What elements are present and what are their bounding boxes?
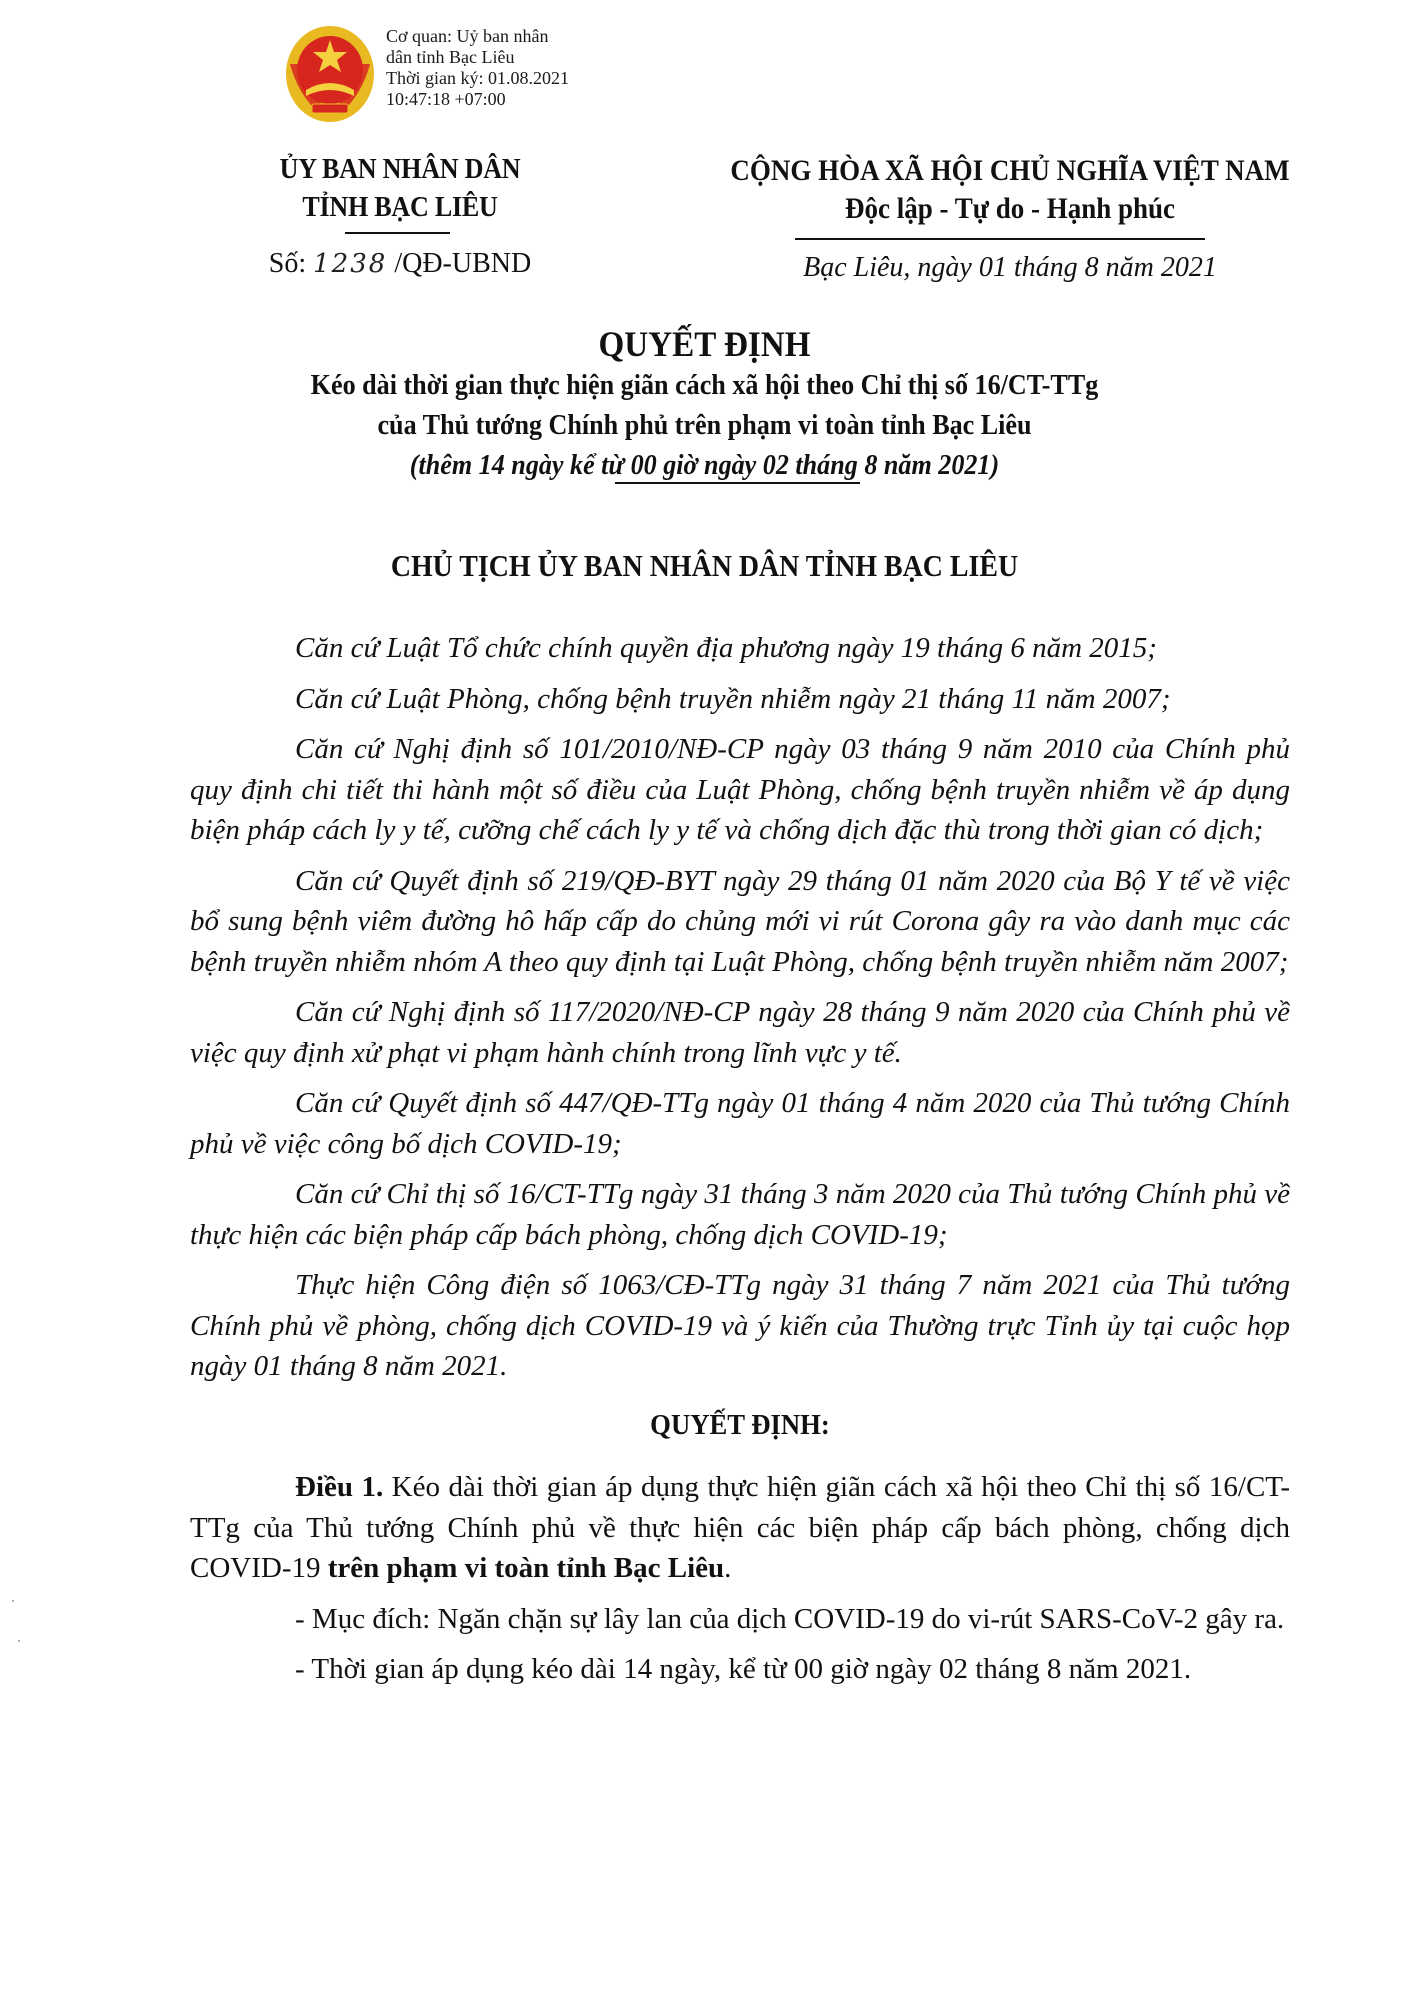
article-1-purpose: - Mục đích: Ngăn chặn sự lây lan của dịch COVID-19 do vi-rút SARS-CoV-2 gây ra.	[295, 1602, 1285, 1635]
article-1-text: Kéo dài thời gian áp dụng thực hiện giãn cách xã hội theo Chỉ thị số 16/CT-TTg của Thủ tướng Chính phủ về thực hiện các biện pháp cấp bách phòng, chống dịch COVID-19	[190, 1471, 1290, 1584]
legal-basis-7: Căn cứ Chỉ thị số 16/CT-TTg ngày 31 tháng 3 năm 2020 của Thủ tướng Chính phủ về thực hiện các biện pháp cấp bách phòng, chống dịch COVID-19;	[190, 1178, 1290, 1251]
article-1-duration: - Thời gian áp dụng kéo dài 14 ngày, kể từ 00 giờ ngày 02 tháng 8 năm 2021.	[295, 1653, 1192, 1685]
subtitle-line-2: của Thủ tướng Chính phủ trên phạm vi toàn tỉnh Bạc Liêu	[377, 409, 1032, 441]
decision-heading: QUYẾT ĐỊNH:	[650, 1408, 830, 1441]
handwritten-number: 1238	[313, 249, 388, 279]
authority-heading: CHỦ TỊCH ỦY BAN NHÂN DÂN TỈNH BẠC LIÊU	[390, 548, 1019, 583]
article-1-label: Điều 1.	[295, 1471, 384, 1503]
document-body	[190, 628, 1290, 1700]
document-title: QUYẾT ĐỊNH	[598, 324, 811, 364]
subtitle-underline	[615, 482, 860, 484]
motto-underline	[795, 238, 1205, 240]
nation-name: CỘNG HÒA XÃ HỘI CHỦ NGHĨA VIỆT NAM	[730, 154, 1290, 187]
legal-basis-4: Căn cứ Quyết định số 219/QĐ-BYT ngày 29 tháng 01 năm 2020 của Bộ Y tế về việc bổ sung bệnh viêm đường hô hấp cấp do chủng mới vi rút Corona gây ra vào danh mục các bệnh truyền nhiễm nhóm A theo quy định tại Luật Phòng, chống bệnh truyền nhiễm năm 2007;	[190, 864, 1290, 978]
article-1-scope: trên phạm vi toàn tỉnh Bạc Liêu	[327, 1552, 725, 1584]
legal-basis-2: Căn cứ Luật Phòng, chống bệnh truyền nhiễm ngày 21 tháng 11 năm 2007;	[295, 682, 1171, 715]
nation-header	[640, 152, 1380, 228]
digital-signature-info	[386, 26, 569, 110]
number-suffix: /QĐ-UBND	[394, 248, 532, 279]
issuer-underline	[345, 232, 450, 234]
scan-speck	[12, 1600, 14, 1602]
nation-motto: Độc lập - Tự do - Hạnh phúc	[844, 192, 1176, 225]
subtitle-line-3: (thêm 14 ngày kể từ 00 giờ ngày 02 tháng 8 năm 2021)	[409, 449, 1000, 481]
place-date: Bạc Liêu, ngày 01 tháng 8 năm 2021	[803, 252, 1217, 283]
legal-basis-5: Căn cứ Nghị định số 117/2020/NĐ-CP ngày 28 tháng 9 năm 2020 của Chính phủ về việc quy định xử phạt vi phạm hành chính trong lĩnh vực y tế.	[190, 996, 1290, 1069]
document-number	[220, 246, 580, 282]
issuer-header	[220, 150, 580, 226]
legal-basis-6: Căn cứ Quyết định số 447/QĐ-TTg ngày 01 tháng 4 năm 2020 của Thủ tướng Chính phủ về việc công bố dịch COVID-19;	[190, 1087, 1290, 1160]
subtitle-line-1: Kéo dài thời gian thực hiện giãn cách xã hội theo Chỉ thị số 16/CT-TTg	[310, 369, 1099, 401]
signature-time: Thời gian ký: 01.08.2021	[386, 68, 570, 88]
signature-timezone: 10:47:18 +07:00	[386, 89, 506, 109]
article-1-end: .	[724, 1552, 732, 1584]
number-prefix: Số:	[268, 248, 307, 279]
signature-agency-cont: dân tỉnh Bạc Liêu	[386, 47, 515, 67]
document-subtitle	[0, 365, 1409, 485]
legal-basis-1: Căn cứ Luật Tổ chức chính quyền địa phương ngày 19 tháng 6 năm 2015;	[295, 632, 1157, 664]
signature-agency: Cơ quan: Uỷ ban nhân	[386, 26, 549, 46]
issuer-line-2: TỈNH BẠC LIÊU	[302, 191, 498, 223]
article-1	[190, 1467, 1290, 1589]
national-emblem-icon	[284, 24, 376, 124]
scan-speck	[18, 1640, 20, 1642]
legal-basis-8: Thực hiện Công điện số 1063/CĐ-TTg ngày 31 tháng 7 năm 2021 của Thủ tướng Chính phủ về phòng, chống dịch COVID-19 và ý kiến của Thường trực Tỉnh ủy tại cuộc họp ngày 01 tháng 8 năm 2021.	[190, 1269, 1290, 1382]
legal-basis-3: Căn cứ Nghị định số 101/2010/NĐ-CP ngày 03 tháng 9 năm 2010 của Chính phủ quy định chi tiết thi hành một số điều của Luật Phòng, chống bệnh truyền nhiễm về áp dụng biện pháp cách ly y tế, cưỡng chế cách ly y tế và chống dịch đặc thù trong thời gian có dịch;	[190, 733, 1290, 846]
issuer-line-1: ỦY BAN NHÂN DÂN	[279, 153, 521, 185]
